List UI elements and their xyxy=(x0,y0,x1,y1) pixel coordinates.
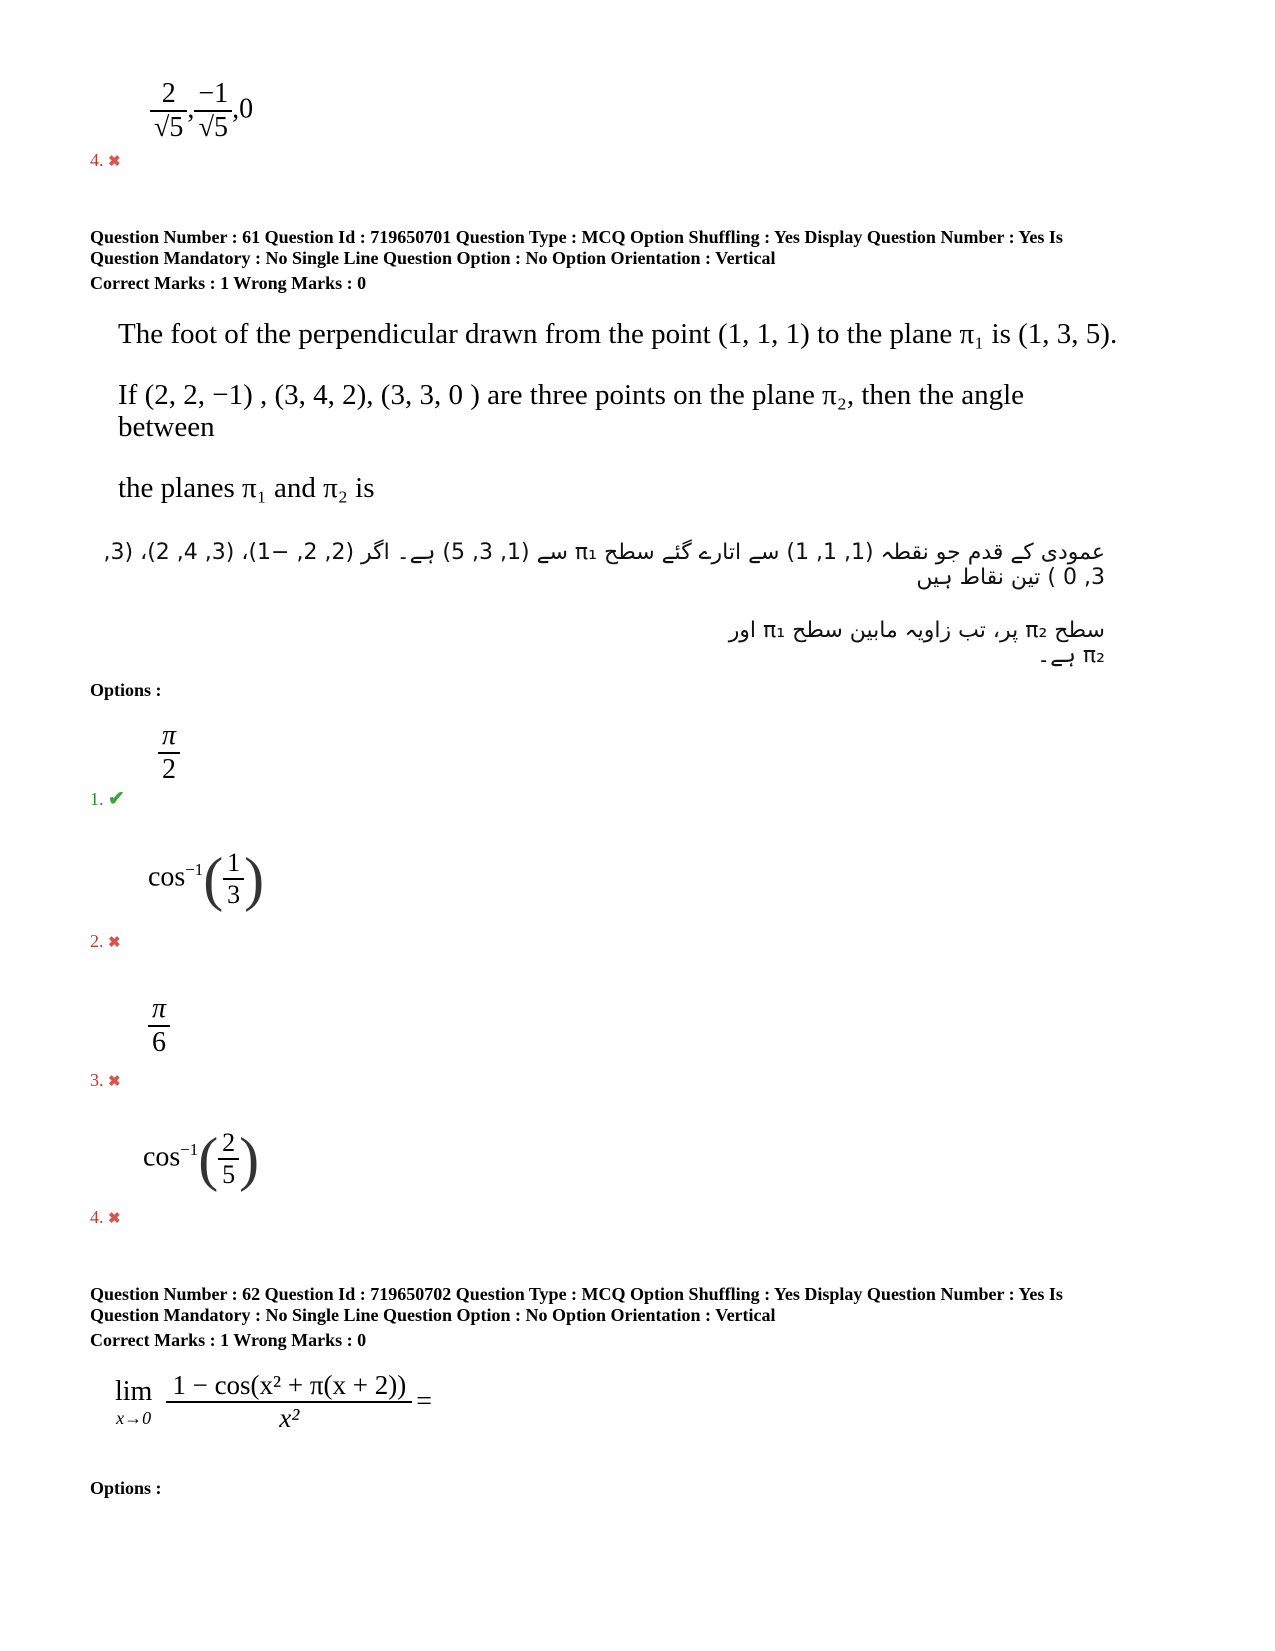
q61-option-1-expression: $\frac{\pi}{2}$ xyxy=(158,720,180,786)
q61-urdu-line-2: سطح π₂ پر، تب زاویہ مابین سطح π₁ اور π₂ ہے۔ xyxy=(728,618,1105,668)
q61-question-text: The foot of the perpendicular drawn from the point (1, 1, 1) to the plane π₁ is (1, 3, 5). If (2, 2, −1) , (3, 4, 2), (3, 3, 0 ) are three points on the plane π₂, then the angle between the planes π₁ and π₂ is xyxy=(118,318,1118,504)
q62-options-label: Options : xyxy=(90,1478,162,1498)
q61-meta: Question Number : 61 Question Id : 719650701 Question Type : MCQ Option Shuffling : Yes Display Question Number : Yes Is Question Mandatory : No Single Line Question Option : No Option Orientation : Vertical Correct Marks : 1 Wrong Marks : 0 xyxy=(90,227,1190,294)
q62-marks: Correct Marks : 1 Wrong Marks : 0 xyxy=(90,1330,367,1350)
q61-option-4[interactable]: 4. ✖ xyxy=(90,1207,121,1227)
cross-icon: ✖ xyxy=(108,1211,121,1227)
cross-icon: ✖ xyxy=(108,1074,121,1090)
q61-option-4-expression: $\cos^{-1}$( $\frac{2}{5}$ ) xyxy=(143,1126,260,1192)
q61-urdu-line-1: عمودی کے قدم جو نقطہ (1, 1, 1) سے اتارے گئے سطح π₁ سے (1, 3, 5) ہے۔ اگر (2, 2, −1)، (3, 4, 2)، (3, 3, 0 ) تین نقاط ہیں xyxy=(103,540,1105,590)
q61-option-2-expression: $\cos^{-1}$( $\frac{1}{3}$ ) xyxy=(148,846,265,912)
q61-option-3-expression: $\frac{\pi}{6}$ xyxy=(148,993,170,1059)
q61-option-3[interactable]: 3. ✖ xyxy=(90,1070,121,1090)
prev-option-4-expression: $\frac{2}{√5}$ , $\frac{-1}{√5}$ ,0 xyxy=(150,78,253,144)
q61-options-label: Options : xyxy=(90,680,162,700)
q62-limit-expression: lim x→0 $\frac{\text{1 − cos(x² + π(x + 2))}}{\text{x²}}$ = xyxy=(115,1370,433,1433)
prev-option-4-label: 4. ✖ xyxy=(90,150,121,170)
q61-marks: Correct Marks : 1 Wrong Marks : 0 xyxy=(90,273,367,293)
q62-meta: Question Number : 62 Question Id : 719650702 Question Type : MCQ Option Shuffling : Yes Display Question Number : Yes Is Question Mandatory : No Single Line Question Option : No Option Orientation : Vertical Correct Marks : 1 Wrong Marks : 0 xyxy=(90,1284,1190,1351)
check-icon: ✔ xyxy=(108,788,125,810)
q61-option-2[interactable]: 2. ✖ xyxy=(90,931,121,951)
q61-option-1[interactable]: 1. ✔ xyxy=(90,788,125,810)
cross-icon: ✖ xyxy=(108,935,121,951)
cross-icon: ✖ xyxy=(108,154,121,170)
